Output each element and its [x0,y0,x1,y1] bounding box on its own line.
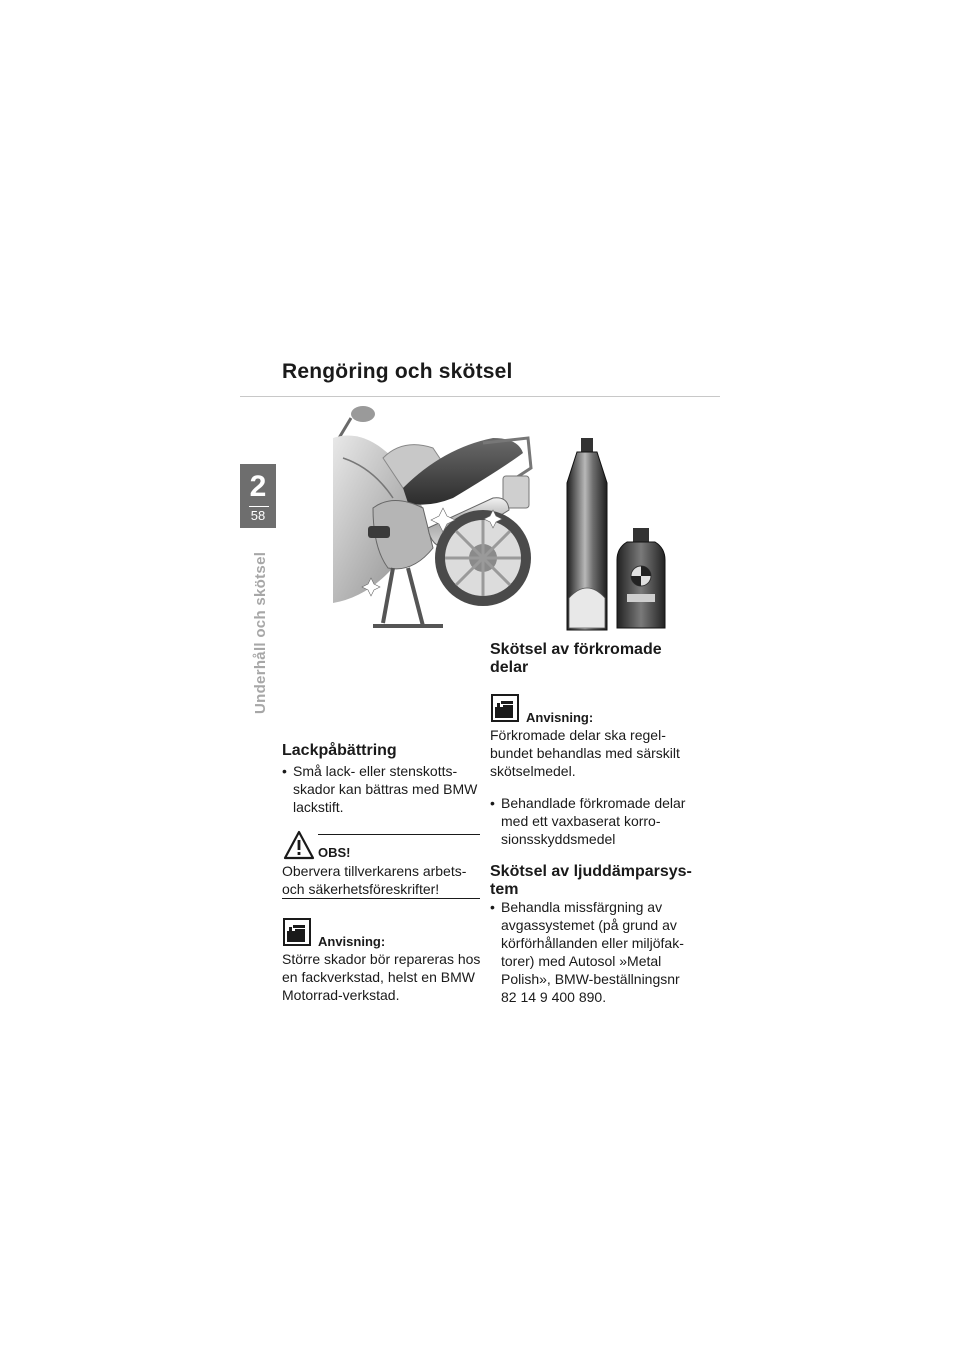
title-divider [240,396,720,397]
section-title-chrome: Skötsel av förkromade delar [490,641,662,676]
notice-label: Anvisning: [318,934,386,949]
list-item-text: Små lack- eller stenskottsskador kan bättras med BMW lackstift. [293,763,478,815]
care-products-illustration [555,438,670,633]
warning-top-rule [318,834,480,835]
page-title: Rengöring och skötsel [282,360,513,383]
notice-hand-icon [491,694,519,722]
side-chapter-label: Underhåll och skötsel [252,551,269,714]
notice-text: Förkromade delar ska regelbundet behandlas med särskilt skötselmedel. [490,727,680,779]
notice-hand-icon [283,918,311,946]
notice-label: Anvisning: [526,710,594,725]
list-item: • Små lack- eller stenskottsskador kan bättras med BMW lackstift. [282,762,482,816]
chapter-number: 2 [249,470,267,503]
notice-text: Större skador bör repareras hos en fackverkstad, helst en BMW Motorrad-verkstad. [282,951,481,1003]
section-title-lackpabattring: Lackpåbättring [282,742,397,759]
warning-text: Obervera tillverkarens arbets- och säkerhetsföreskrifter! [282,863,467,897]
motorcycle-illustration [333,398,533,638]
list-item: • Behandlade förkromade delar med ett vaxbaserat korrosionsskyddsmedel [490,794,695,848]
warning-triangle-icon [283,830,315,860]
list-item: • Behandla missfärgning av avgassystemet (på grund av körförhållanden eller miljöfaktorer) med Autosol »Metal Polish», BMW-beställningsnr 82 14 9 400 890. [490,898,695,1006]
warning-label: OBS! [318,845,351,860]
page-number: 58 [250,508,266,523]
list-item-text: Behandla missfärgning av avgassystemet (på grund av körförhållanden eller miljöfaktorer) med Autosol »Metal Polish», BMW-beställningsnr 82 14 9 400 890. [501,899,684,1005]
warning-bottom-rule [282,898,480,899]
section-title-muffler: Skötsel av ljuddämparsystem [490,863,692,898]
list-item-text: Behandlade förkromade delar med ett vaxbaserat korrosionsskyddsmedel [501,795,686,847]
chapter-tab-divider [249,506,269,507]
